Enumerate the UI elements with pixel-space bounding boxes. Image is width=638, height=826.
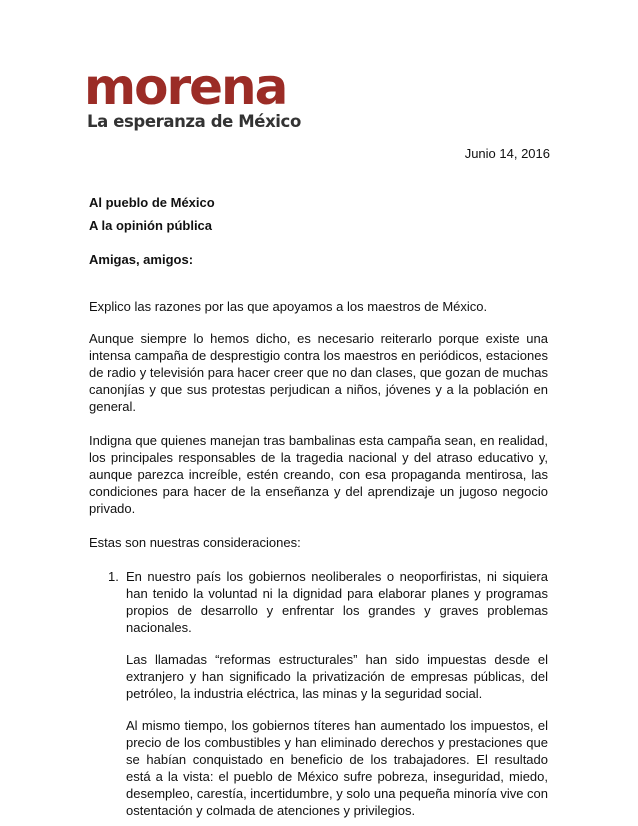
morena-logo [84,58,301,138]
logo-wordmark: morena [84,58,287,116]
letter-body [89,194,548,819]
paragraph-indignation: Indigna que quienes manejan tras bambalinas esta campaña sean, en realidad, los principales responsables de la tragedia nacional y del atraso educativo y, aunque parezca increíble, estén creando, con esa propaganda mentirosa, las condiciones para hacer de la enseñanza y del aprendizaje un jugoso negocio privado. [89,433,548,516]
paragraph-campaign: Aunque siempre lo hemos dicho, es necesario reiterarlo porque existe una intensa campaña de desprestigio contra los maestros en periódicos, estaciones de radio y televisión para hacer creer que no dan clases, que gozan de muchas canonjías y que sus protestas perjudican a niños, jóvenes y a la población en general. [89,331,548,414]
list-paragraph-taxes: Al mismo tiempo, los gobiernos títeres han aumentado los impuestos, el precio de los combustibles y han eliminado derechos y prestaciones que se habían conquistado en beneficio de los trabajadores. El resultado está a la vista: el pueblo de México sufre pobreza, inseguridad, miedo, desempleo, carestía, incertidumbre, y solo una pequeña minoría vive con ostentación y colmada de atenciones y privilegios. [126,718,549,818]
addressee-people: Al pueblo de México [89,195,215,210]
list-paragraph-reforms: Las llamadas “reformas estructurales” han sido impuestas desde el extranjero y han significado la privatización de empresas públicas, del petróleo, la industria eléctrica, las minas y la seguridad social. [126,652,548,701]
logo-tagline: La esperanza de México [87,112,301,131]
greeting: Amigas, amigos: [89,252,194,267]
addressee-public-opinion: A la opinión pública [89,218,213,233]
list-item [89,568,548,819]
paragraph-considerations: Estas son nuestras consideraciones: [89,535,301,550]
letter-date: Junio 14, 2016 [464,146,550,161]
paragraph-intro: Explico las razones por las que apoyamos a los maestros de México. [89,299,488,314]
list-paragraph-neoliberal: En nuestro país los gobiernos neoliberales o neoporfiristas, ni siquiera han tenido la voluntad ni la dignidad para elaborar planes y programas propios de desarrollo y enfrentar los grandes y graves problemas nacionales. [126,569,548,635]
considerations-list [89,568,548,819]
list-number: 1. [108,569,119,584]
